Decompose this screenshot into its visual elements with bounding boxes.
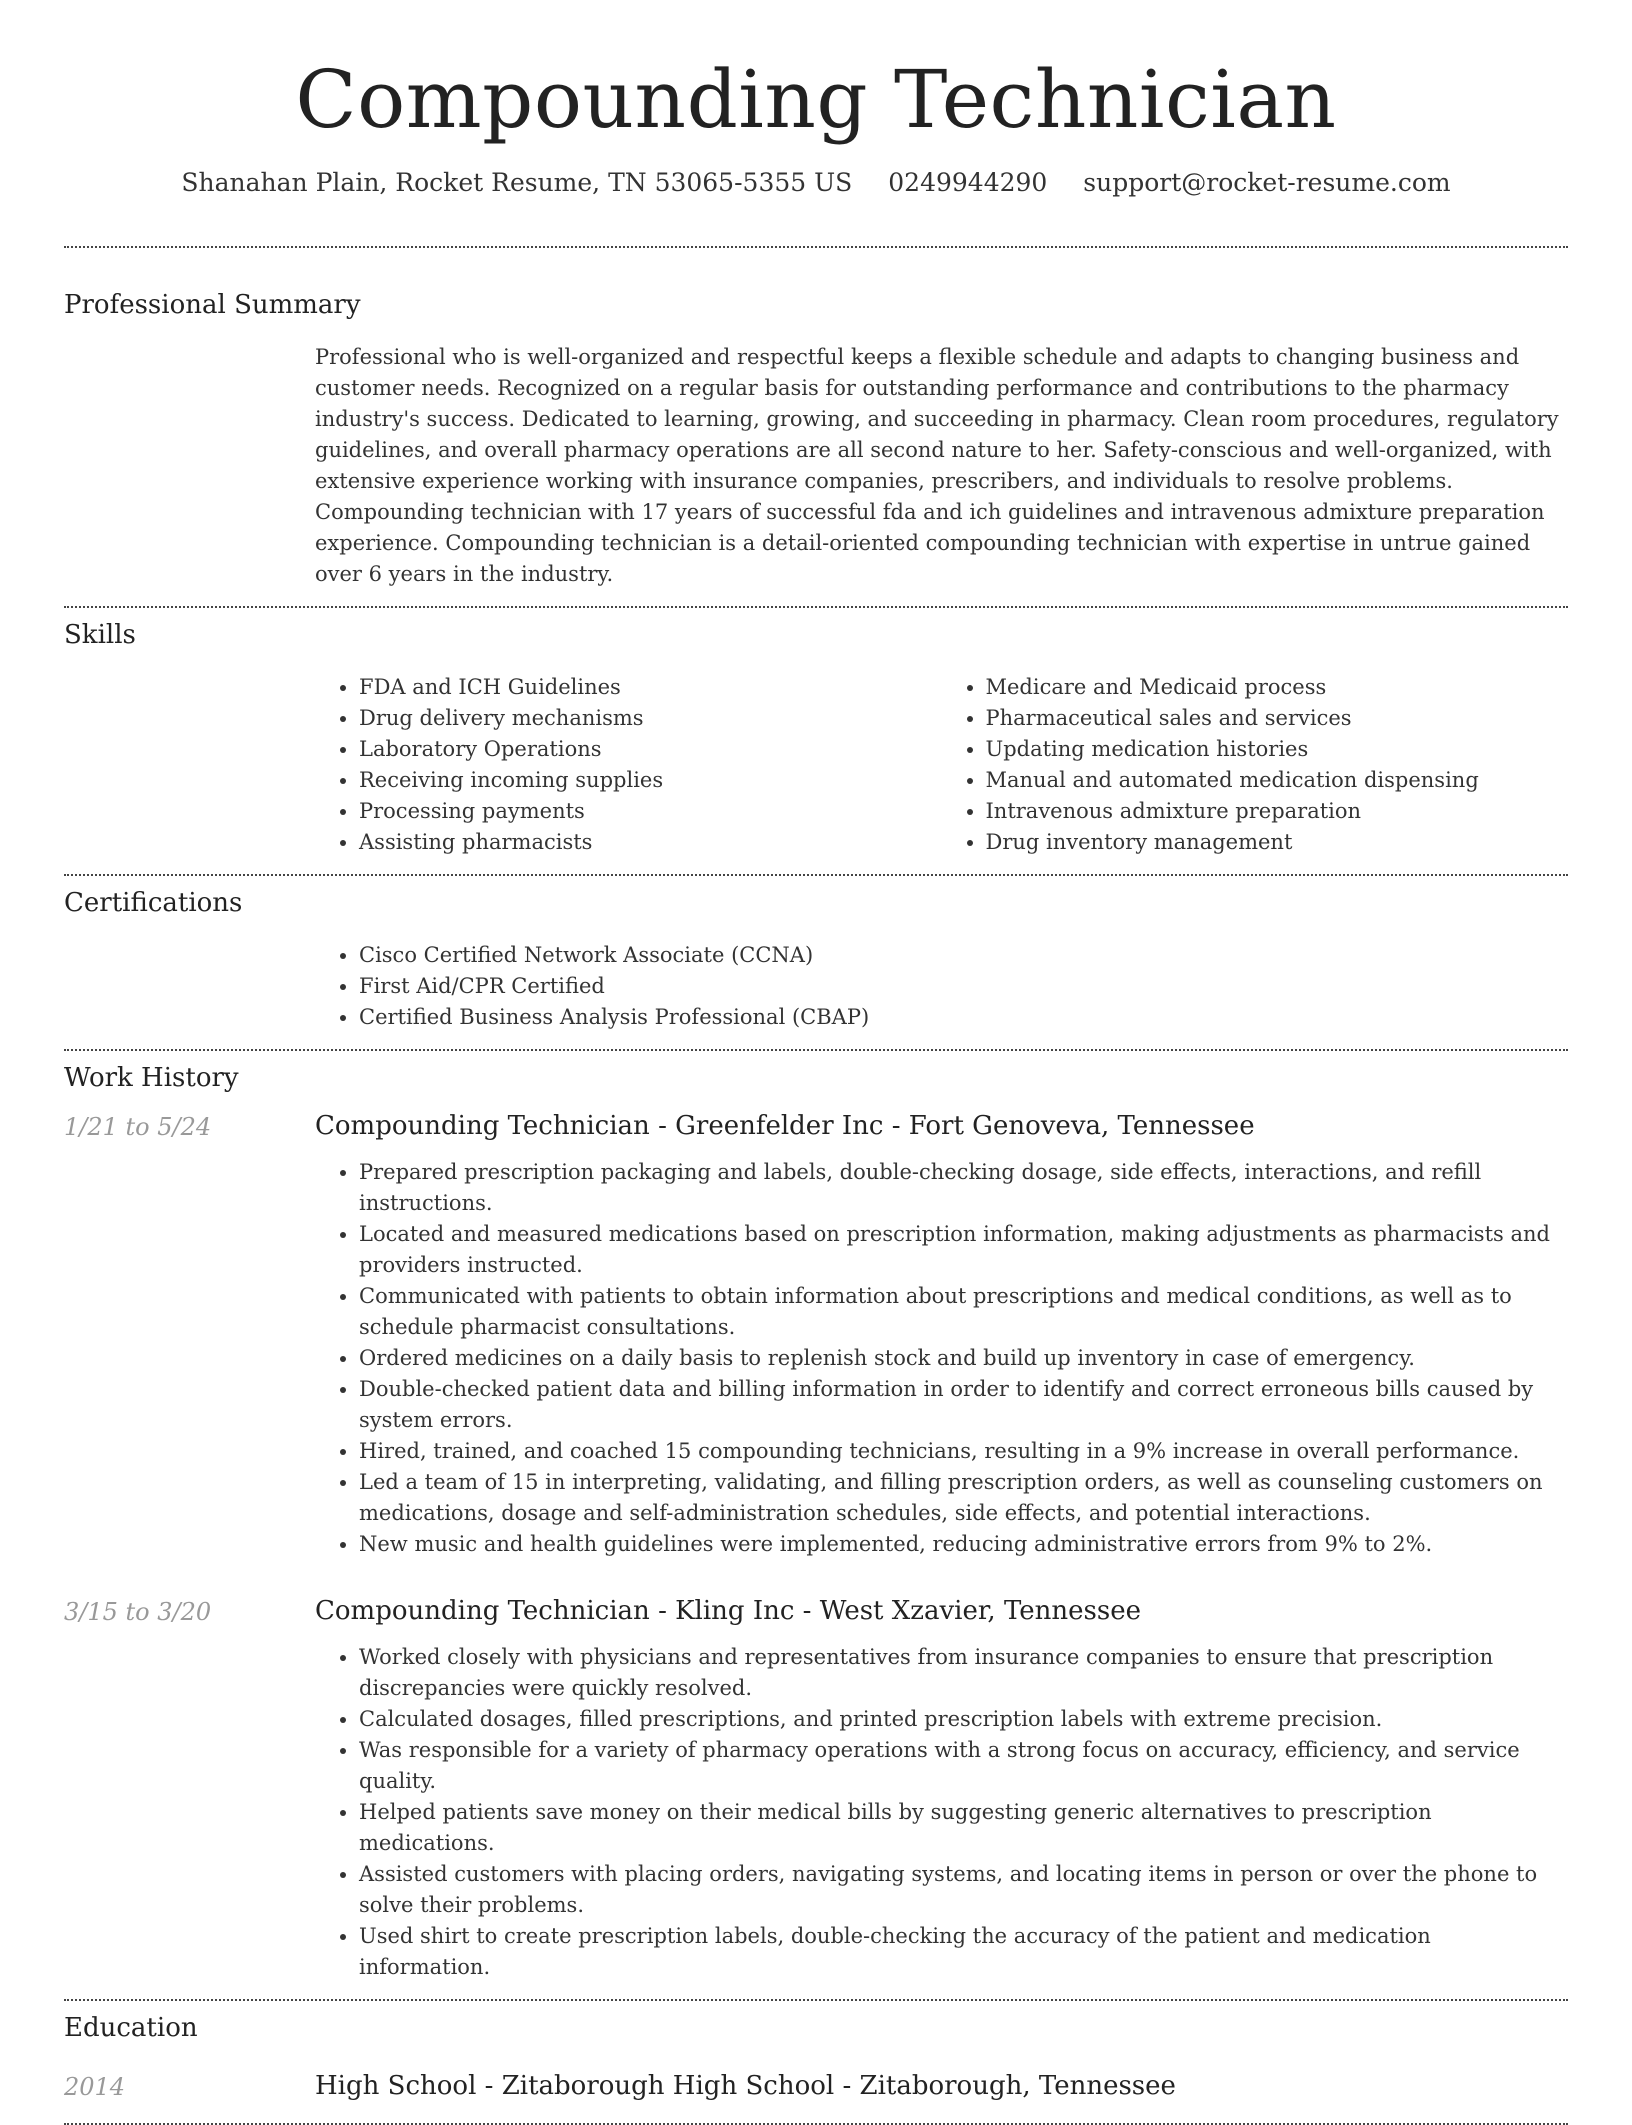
contact-phone: 0249944290 <box>888 168 1048 197</box>
education-title: High School - Zitaborough High School - Zitaborough, Tennessee <box>315 2071 1176 2101</box>
job-bullet: • Hired, trained, and coached 15 compounding technicians, resulting in a 9% increase in overall performance. <box>359 1436 1568 1467</box>
job-bullet: • Located and measured medications based on prescription information, making adjustments as pharmacists and providers instructed. <box>359 1219 1568 1281</box>
skill-item: • Assisting pharmacists <box>359 827 942 858</box>
job-bullet: • Communicated with patients to obtain information about prescriptions and medical conditions, as well as to schedule pharmacist consultations. <box>359 1281 1568 1343</box>
certification-item: • Certified Business Analysis Professional (CBAP) <box>359 1002 1568 1033</box>
contact-line <box>64 166 1568 200</box>
skill-item: • Laboratory Operations <box>359 734 942 765</box>
summary-text: Professional who is well-organized and respectful keeps a flexible schedule and adapts to changing business and customer needs. Recognized on a regular basis for outstanding performance and contributions to the pharmacy industry's success. Dedicated to learning, growing, and succeeding in pharmacy. Clean room procedures, regulatory guidelines, and overall pharmacy operations are all second nature to her. Safety-conscious and well-organized, with extensive experience working with insurance companies, prescribers, and individuals to resolve problems. Compounding technician with 17 years of successful fda and ich guidelines and intravenous admixture preparation experience. Compounding technician is a detail-oriented compounding technician with expertise in untrue gained over 6 years in the industry. <box>315 345 1559 586</box>
job-title: Compounding Technician - Kling Inc - West Xzavier, Tennessee <box>315 1596 1142 1626</box>
section-title-skills: Skills <box>64 620 136 650</box>
job-title: Compounding Technician - Greenfelder Inc - Fort Genoveva, Tennessee <box>315 1111 1255 1141</box>
job-bullet: • Calculated dosages, filled prescriptions, and printed prescription labels with extreme precision. <box>359 1704 1568 1735</box>
job-bullet: • Helped patients save money on their medical bills by suggesting generic alternatives to prescription medications. <box>359 1797 1568 1859</box>
skill-item: • Intravenous admixture preparation <box>986 796 1569 827</box>
job-bullet: • Was responsible for a variety of pharmacy operations with a strong focus on accuracy, efficiency, and service quality. <box>359 1735 1568 1797</box>
job-bullet: • Assisted customers with placing orders, navigating systems, and locating items in person or over the phone to solve their problems. <box>359 1859 1568 1921</box>
certifications-content <box>315 940 1568 1033</box>
certifications-list <box>315 940 1568 1033</box>
certification-item: • First Aid/CPR Certified <box>359 971 1568 1002</box>
summary-content <box>315 342 1568 590</box>
skill-item: • Pharmaceutical sales and services <box>986 703 1569 734</box>
job-body <box>315 1109 1568 1560</box>
section-title-summary: Professional Summary <box>64 290 361 320</box>
section-title-education: Education <box>64 2013 198 2043</box>
job-body <box>315 1594 1568 1983</box>
skills-section <box>64 608 1568 874</box>
job-bullets <box>315 1157 1568 1560</box>
skills-columns <box>315 672 1568 858</box>
job-bullet: • New music and health guidelines were implemented, reducing administrative errors from 9% to 2%. <box>359 1529 1568 1560</box>
certifications-section <box>64 876 1568 1049</box>
education-date: 2014 <box>64 2073 126 2101</box>
job-bullet: • Prepared prescription packaging and labels, double-checking dosage, side effects, interactions, and refill instructions. <box>359 1157 1568 1219</box>
skill-item: • FDA and ICH Guidelines <box>359 672 942 703</box>
section-title-certifications: Certifications <box>64 888 243 918</box>
certification-item: • Cisco Certified Network Associate (CCNA) <box>359 940 1568 971</box>
job-dates: 3/15 to 3/20 <box>64 1598 212 1626</box>
job-bullet: • Led a team of 15 in interpreting, validating, and filling prescription orders, as well as counseling customers on medications, dosage and self-administration schedules, side effects, and potential interactions. <box>359 1467 1568 1529</box>
skill-item: • Receiving incoming supplies <box>359 765 942 796</box>
skill-item: • Processing payments <box>359 796 942 827</box>
skills-list-left <box>315 672 942 858</box>
job-dates: 1/21 to 5/24 <box>64 1113 212 1141</box>
job-bullet: • Ordered medicines on a daily basis to replenish stock and build up inventory in case of emergency. <box>359 1343 1568 1374</box>
contact-address: Shanahan Plain, Rocket Resume, TN 53065-5355 US <box>181 168 853 197</box>
education-body <box>315 2069 1568 2103</box>
resume-name: Compounding Technician <box>295 53 1337 146</box>
contact-email: support@rocket-resume.com <box>1083 168 1451 197</box>
skill-item: • Medicare and Medicaid process <box>986 672 1569 703</box>
skill-item: • Drug delivery mechanisms <box>359 703 942 734</box>
skills-list-right <box>942 672 1569 858</box>
job-bullets <box>315 1642 1568 1983</box>
work-history-section <box>64 1051 1568 1999</box>
skill-item: • Manual and automated medication dispensing <box>986 765 1569 796</box>
education-section <box>64 2001 1568 2123</box>
skill-item: • Updating medication histories <box>986 734 1569 765</box>
job-bullet: • Worked closely with physicians and representatives from insurance companies to ensure that prescription discrepancies were quickly resolved. <box>359 1642 1568 1704</box>
education-entry <box>64 2069 1568 2103</box>
summary-section <box>64 248 1568 606</box>
section-title-work-history: Work History <box>64 1063 239 1093</box>
job-entry <box>64 1594 1568 1983</box>
job-bullet: • Used shirt to create prescription labels, double-checking the accuracy of the patient and medication information. <box>359 1921 1568 1983</box>
skill-item: • Drug inventory management <box>986 827 1569 858</box>
job-bullet: • Double-checked patient data and billing information in order to identify and correct erroneous bills caused by system errors. <box>359 1374 1568 1436</box>
job-entry <box>64 1109 1568 1560</box>
